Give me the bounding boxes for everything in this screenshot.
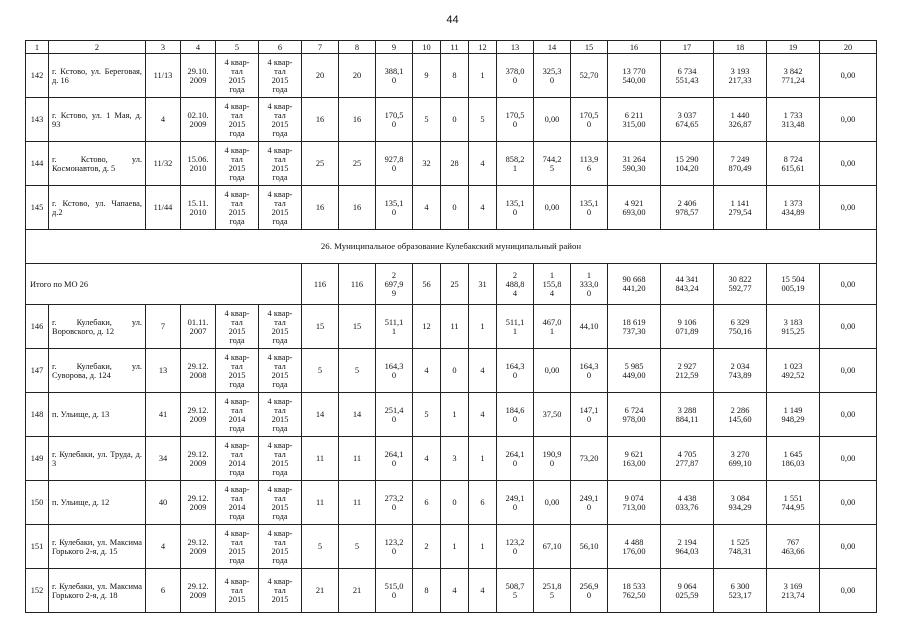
data-cell: 9 bbox=[413, 54, 441, 98]
total-cell: 1 333,0 0 bbox=[571, 264, 608, 305]
data-cell: 4 квар- тал 2015 года bbox=[216, 54, 259, 98]
total-cell: 30 822 592,77 bbox=[714, 264, 767, 305]
data-cell: 4 bbox=[469, 393, 497, 437]
data-cell: 2 bbox=[413, 525, 441, 569]
data-cell: 858,2 1 bbox=[497, 142, 534, 186]
data-cell: 56,10 bbox=[571, 525, 608, 569]
data-cell: 2 286 145,60 bbox=[714, 393, 767, 437]
total-cell: 1 155,8 4 bbox=[534, 264, 571, 305]
data-cell: 15 290 104,20 bbox=[661, 142, 714, 186]
data-cell: 4 квар- тал 2015 года bbox=[259, 305, 302, 349]
data-cell: 6 724 978,00 bbox=[608, 393, 661, 437]
table-row bbox=[26, 349, 877, 393]
data-cell: 11 bbox=[339, 481, 376, 525]
data-cell: 25 bbox=[302, 142, 339, 186]
data-cell: 11 bbox=[302, 437, 339, 481]
total-label: Итого по МО 26 bbox=[26, 264, 302, 305]
data-cell: 4 bbox=[413, 349, 441, 393]
column-header: 7 bbox=[302, 41, 339, 54]
row-number: 145 bbox=[26, 186, 49, 230]
data-cell: 0,00 bbox=[534, 481, 571, 525]
data-cell: 325,3 0 bbox=[534, 54, 571, 98]
data-cell: 0,00 bbox=[820, 349, 877, 393]
data-cell: 4 квар- тал 2015 года bbox=[259, 349, 302, 393]
data-cell: 0 bbox=[441, 98, 469, 142]
data-cell: 2 406 978,57 bbox=[661, 186, 714, 230]
data-cell: 4 квар- тал 2015 года bbox=[259, 54, 302, 98]
data-cell: 41 bbox=[146, 393, 181, 437]
table-row bbox=[26, 98, 877, 142]
column-header: 14 bbox=[534, 41, 571, 54]
column-header: 13 bbox=[497, 41, 534, 54]
column-header: 20 bbox=[820, 41, 877, 54]
data-cell: 2 034 743,89 bbox=[714, 349, 767, 393]
data-cell: 5 985 449,00 bbox=[608, 349, 661, 393]
data-cell: 4 bbox=[441, 569, 469, 613]
data-cell: 4 квар- тал 2015 года bbox=[259, 525, 302, 569]
data-cell: 25 bbox=[339, 142, 376, 186]
data-cell: 511,1 1 bbox=[376, 305, 413, 349]
column-header: 17 bbox=[661, 41, 714, 54]
data-cell: 744,2 5 bbox=[534, 142, 571, 186]
address-cell: г. Кулебаки, ул. Максима Горького 2-я, д. 15 bbox=[49, 525, 146, 569]
column-header: 10 bbox=[413, 41, 441, 54]
data-cell: 264,1 0 bbox=[497, 437, 534, 481]
data-cell: 0,00 bbox=[820, 98, 877, 142]
data-cell: 5 bbox=[339, 349, 376, 393]
data-cell: 508,7 5 bbox=[497, 569, 534, 613]
data-cell: 0 bbox=[441, 481, 469, 525]
data-cell: 29.12. 2009 bbox=[181, 481, 216, 525]
data-cell: 52,70 bbox=[571, 54, 608, 98]
data-cell: 18 619 737,30 bbox=[608, 305, 661, 349]
total-cell: 2 488,8 4 bbox=[497, 264, 534, 305]
data-cell: 4 квар- тал 2015 года bbox=[259, 393, 302, 437]
data-cell: 20 bbox=[302, 54, 339, 98]
row-number: 150 bbox=[26, 481, 49, 525]
data-cell: 11 bbox=[339, 437, 376, 481]
data-cell: 31 264 590,30 bbox=[608, 142, 661, 186]
data-cell: 3 193 217,33 bbox=[714, 54, 767, 98]
data-cell: 29.12. 2009 bbox=[181, 437, 216, 481]
data-cell: 2 927 212,59 bbox=[661, 349, 714, 393]
total-cell: 116 bbox=[339, 264, 376, 305]
data-cell: 1 bbox=[441, 393, 469, 437]
row-number: 146 bbox=[26, 305, 49, 349]
row-number: 148 bbox=[26, 393, 49, 437]
data-cell: 15 bbox=[302, 305, 339, 349]
data-cell: 1 023 492,52 bbox=[767, 349, 820, 393]
data-cell: 14 bbox=[339, 393, 376, 437]
column-header: 16 bbox=[608, 41, 661, 54]
table-row bbox=[26, 481, 877, 525]
data-cell: 1 525 748,31 bbox=[714, 525, 767, 569]
data-cell: 3 183 915,25 bbox=[767, 305, 820, 349]
column-header: 19 bbox=[767, 41, 820, 54]
data-cell: 1 bbox=[469, 525, 497, 569]
data-cell: 184,6 0 bbox=[497, 393, 534, 437]
data-cell: 251,4 0 bbox=[376, 393, 413, 437]
data-cell: 4 438 033,76 bbox=[661, 481, 714, 525]
data-cell: 0,00 bbox=[820, 305, 877, 349]
data-cell: 251,8 5 bbox=[534, 569, 571, 613]
data-cell: 5 bbox=[302, 525, 339, 569]
data-cell: 135,1 0 bbox=[571, 186, 608, 230]
data-cell: 249,1 0 bbox=[571, 481, 608, 525]
data-cell: 4 квар- тал 2015 года bbox=[259, 186, 302, 230]
data-cell: 1 bbox=[469, 54, 497, 98]
region-row bbox=[26, 230, 877, 264]
data-cell: 0,00 bbox=[820, 54, 877, 98]
total-cell: 15 504 005,19 bbox=[767, 264, 820, 305]
data-cell: 1 bbox=[469, 305, 497, 349]
data-cell: 123,2 0 bbox=[376, 525, 413, 569]
data-cell: 40 bbox=[146, 481, 181, 525]
data-cell: 67,10 bbox=[534, 525, 571, 569]
data-cell: 249,1 0 bbox=[497, 481, 534, 525]
data-cell: 5 bbox=[413, 393, 441, 437]
row-number: 147 bbox=[26, 349, 49, 393]
data-cell: 147,1 0 bbox=[571, 393, 608, 437]
total-cell: 2 697,9 9 bbox=[376, 264, 413, 305]
data-cell: 4 квар- тал 2015 года bbox=[216, 349, 259, 393]
data-cell: 4 квар- тал 2014 года bbox=[216, 481, 259, 525]
data-cell: 4 квар- тал 2015 года bbox=[216, 525, 259, 569]
table-row bbox=[26, 393, 877, 437]
data-cell: 4 квар- тал 2015 года bbox=[259, 437, 302, 481]
data-cell: 3 bbox=[441, 437, 469, 481]
header-row bbox=[26, 41, 877, 54]
data-cell: 34 bbox=[146, 437, 181, 481]
data-cell: 4 квар- тал 2015 года bbox=[216, 186, 259, 230]
data-cell: 0,00 bbox=[820, 525, 877, 569]
data-cell: 21 bbox=[302, 569, 339, 613]
column-header: 18 bbox=[714, 41, 767, 54]
data-cell: 1 373 434,89 bbox=[767, 186, 820, 230]
address-cell: п. Ульище, д. 12 bbox=[49, 481, 146, 525]
data-cell: 1 551 744,95 bbox=[767, 481, 820, 525]
data-cell: 4 квар- тал 2015 bbox=[216, 569, 259, 613]
table-row bbox=[26, 305, 877, 349]
data-cell: 8 bbox=[413, 569, 441, 613]
address-cell: п. Ульище, д. 13 bbox=[49, 393, 146, 437]
data-cell: 256,9 0 bbox=[571, 569, 608, 613]
data-cell: 14 bbox=[302, 393, 339, 437]
data-cell: 0,00 bbox=[534, 98, 571, 142]
data-cell: 7 bbox=[146, 305, 181, 349]
data-cell: 4 квар- тал 2015 года bbox=[216, 98, 259, 142]
data-cell: 0,00 bbox=[820, 186, 877, 230]
column-header: 6 bbox=[259, 41, 302, 54]
data-cell: 4 квар- тал 2015 года bbox=[216, 305, 259, 349]
data-cell: 0,00 bbox=[820, 437, 877, 481]
data-cell: 164,3 0 bbox=[571, 349, 608, 393]
data-cell: 190,9 0 bbox=[534, 437, 571, 481]
data-cell: 135,1 0 bbox=[376, 186, 413, 230]
data-cell: 927,8 0 bbox=[376, 142, 413, 186]
data-cell: 32 bbox=[413, 142, 441, 186]
data-cell: 01.11. 2007 bbox=[181, 305, 216, 349]
data-cell: 0,00 bbox=[534, 349, 571, 393]
data-cell: 73,20 bbox=[571, 437, 608, 481]
row-number: 144 bbox=[26, 142, 49, 186]
data-cell: 4 квар- тал 2015 года bbox=[259, 481, 302, 525]
data-cell: 18 533 762,50 bbox=[608, 569, 661, 613]
data-cell: 6 329 750,16 bbox=[714, 305, 767, 349]
region-title: 26. Муниципальное образование Кулебакский муниципальный район bbox=[26, 230, 877, 264]
data-cell: 0,00 bbox=[534, 186, 571, 230]
column-header: 1 bbox=[26, 41, 49, 54]
data-cell: 170,5 0 bbox=[497, 98, 534, 142]
data-cell: 7 249 870,49 bbox=[714, 142, 767, 186]
data-cell: 4 bbox=[413, 186, 441, 230]
data-cell: 29.12. 2008 bbox=[181, 349, 216, 393]
data-cell: 29.12. 2009 bbox=[181, 525, 216, 569]
data-cell: 4 квар- тал 2015 года bbox=[216, 142, 259, 186]
data-cell: 16 bbox=[302, 186, 339, 230]
data-cell: 6 bbox=[413, 481, 441, 525]
data-cell: 6 bbox=[146, 569, 181, 613]
data-cell: 1 bbox=[469, 437, 497, 481]
row-number: 151 bbox=[26, 525, 49, 569]
total-cell: 0,00 bbox=[820, 264, 877, 305]
data-cell: 164,3 0 bbox=[497, 349, 534, 393]
data-cell: 6 300 523,17 bbox=[714, 569, 767, 613]
data-cell: 11 bbox=[302, 481, 339, 525]
data-cell: 164,3 0 bbox=[376, 349, 413, 393]
row-number: 143 bbox=[26, 98, 49, 142]
data-cell: 4 квар- тал 2014 года bbox=[216, 437, 259, 481]
data-cell: 20 bbox=[339, 54, 376, 98]
data-cell: 6 bbox=[469, 481, 497, 525]
address-cell: г. Кулебаки, ул. Воровского, д. 12 bbox=[49, 305, 146, 349]
data-cell: 4 bbox=[469, 349, 497, 393]
data-cell: 4 bbox=[469, 142, 497, 186]
data-cell: 123,2 0 bbox=[497, 525, 534, 569]
data-cell: 4 bbox=[469, 186, 497, 230]
data-cell: 170,5 0 bbox=[571, 98, 608, 142]
data-cell: 8 724 615,61 bbox=[767, 142, 820, 186]
data-cell: 0,00 bbox=[820, 142, 877, 186]
address-cell: г. Кулебаки, ул. Максима Горького 2-я, д. 18 bbox=[49, 569, 146, 613]
data-cell: 28 bbox=[441, 142, 469, 186]
total-cell: 31 bbox=[469, 264, 497, 305]
row-number: 149 bbox=[26, 437, 49, 481]
data-cell: 4 квар- тал 2015 года bbox=[259, 142, 302, 186]
address-cell: г. Кстово, ул. Береговая, д. 16 bbox=[49, 54, 146, 98]
column-header: 9 bbox=[376, 41, 413, 54]
data-cell: 9 074 713,00 bbox=[608, 481, 661, 525]
data-cell: 15.06. 2010 bbox=[181, 142, 216, 186]
data-cell: 29.10. 2009 bbox=[181, 54, 216, 98]
data-cell: 5 bbox=[302, 349, 339, 393]
column-header: 4 bbox=[181, 41, 216, 54]
data-cell: 4 квар- тал 2015 bbox=[259, 569, 302, 613]
data-cell: 113,9 6 bbox=[571, 142, 608, 186]
data-cell: 12 bbox=[413, 305, 441, 349]
housing-table bbox=[25, 40, 877, 613]
page-number: 44 bbox=[446, 14, 459, 26]
data-cell: 4 705 277,87 bbox=[661, 437, 714, 481]
data-cell: 4 bbox=[146, 98, 181, 142]
data-cell: 2 194 964,03 bbox=[661, 525, 714, 569]
data-cell: 5 bbox=[469, 98, 497, 142]
data-cell: 135,1 0 bbox=[497, 186, 534, 230]
data-cell: 13 bbox=[146, 349, 181, 393]
column-header: 12 bbox=[469, 41, 497, 54]
data-cell: 5 bbox=[413, 98, 441, 142]
data-cell: 13 770 540,00 bbox=[608, 54, 661, 98]
data-cell: 11 bbox=[441, 305, 469, 349]
data-cell: 0,00 bbox=[820, 393, 877, 437]
data-cell: 378,0 0 bbox=[497, 54, 534, 98]
data-cell: 273,2 0 bbox=[376, 481, 413, 525]
table-row bbox=[26, 54, 877, 98]
table-row bbox=[26, 437, 877, 481]
table-row bbox=[26, 569, 877, 613]
data-cell: 467,0 1 bbox=[534, 305, 571, 349]
data-cell: 3 270 699,10 bbox=[714, 437, 767, 481]
data-cell: 4 bbox=[469, 569, 497, 613]
data-cell: 29.12. 2009 bbox=[181, 569, 216, 613]
total-cell: 56 bbox=[413, 264, 441, 305]
data-cell: 15 bbox=[339, 305, 376, 349]
data-cell: 511,1 1 bbox=[497, 305, 534, 349]
data-cell: 0,00 bbox=[820, 481, 877, 525]
data-cell: 9 064 025,59 bbox=[661, 569, 714, 613]
data-cell: 1 645 186,03 bbox=[767, 437, 820, 481]
data-cell: 3 037 674,65 bbox=[661, 98, 714, 142]
total-row bbox=[26, 264, 877, 305]
data-cell: 6 211 315,00 bbox=[608, 98, 661, 142]
data-cell: 1 141 279,54 bbox=[714, 186, 767, 230]
data-cell: 15.11. 2010 bbox=[181, 186, 216, 230]
data-cell: 1 733 313,48 bbox=[767, 98, 820, 142]
address-cell: г. Кстово, ул. Космонавтов, д. 5 bbox=[49, 142, 146, 186]
data-cell: 9 621 163,00 bbox=[608, 437, 661, 481]
address-cell: г. Кулебаки, ул. Труда, д. 3 bbox=[49, 437, 146, 481]
data-cell: 1 440 326,87 bbox=[714, 98, 767, 142]
column-header: 8 bbox=[339, 41, 376, 54]
data-cell: 0 bbox=[441, 186, 469, 230]
address-cell: г. Кулебаки, ул. Суворова, д. 124 bbox=[49, 349, 146, 393]
data-cell: 4 квар- тал 2014 года bbox=[216, 393, 259, 437]
data-cell: 9 106 071,89 bbox=[661, 305, 714, 349]
column-header: 15 bbox=[571, 41, 608, 54]
data-cell: 1 149 948,29 bbox=[767, 393, 820, 437]
table-row bbox=[26, 142, 877, 186]
data-cell: 3 842 771,24 bbox=[767, 54, 820, 98]
data-cell: 6 734 551,43 bbox=[661, 54, 714, 98]
row-number: 142 bbox=[26, 54, 49, 98]
data-cell: 11/13 bbox=[146, 54, 181, 98]
data-cell: 37,50 bbox=[534, 393, 571, 437]
data-cell: 16 bbox=[339, 186, 376, 230]
data-cell: 4 921 693,00 bbox=[608, 186, 661, 230]
data-cell: 515,0 0 bbox=[376, 569, 413, 613]
total-cell: 44 341 843,24 bbox=[661, 264, 714, 305]
data-cell: 4 bbox=[413, 437, 441, 481]
data-cell: 16 bbox=[302, 98, 339, 142]
data-cell: 0 bbox=[441, 349, 469, 393]
address-cell: г. Кстово, ул. 1 Мая, д. 93 bbox=[49, 98, 146, 142]
data-cell: 388,1 0 bbox=[376, 54, 413, 98]
column-header: 11 bbox=[441, 41, 469, 54]
data-cell: 767 463,66 bbox=[767, 525, 820, 569]
total-cell: 25 bbox=[441, 264, 469, 305]
data-cell: 29.12. 2009 bbox=[181, 393, 216, 437]
table-row bbox=[26, 525, 877, 569]
data-cell: 0,00 bbox=[820, 569, 877, 613]
total-cell: 116 bbox=[302, 264, 339, 305]
data-cell: 1 bbox=[441, 525, 469, 569]
column-header: 5 bbox=[216, 41, 259, 54]
data-cell: 4 квар- тал 2015 года bbox=[259, 98, 302, 142]
data-cell: 3 288 884,11 bbox=[661, 393, 714, 437]
table-row bbox=[26, 186, 877, 230]
data-cell: 11/44 bbox=[146, 186, 181, 230]
row-number: 152 bbox=[26, 569, 49, 613]
data-cell: 170,5 0 bbox=[376, 98, 413, 142]
data-cell: 21 bbox=[339, 569, 376, 613]
data-cell: 4 bbox=[146, 525, 181, 569]
column-header: 3 bbox=[146, 41, 181, 54]
address-cell: г. Кстово, ул. Чапаева, д.2 bbox=[49, 186, 146, 230]
data-cell: 4 488 176,00 bbox=[608, 525, 661, 569]
data-cell: 11/32 bbox=[146, 142, 181, 186]
data-cell: 264,1 0 bbox=[376, 437, 413, 481]
column-header: 2 bbox=[49, 41, 146, 54]
data-cell: 3 084 934,29 bbox=[714, 481, 767, 525]
total-cell: 90 668 441,20 bbox=[608, 264, 661, 305]
data-cell: 16 bbox=[339, 98, 376, 142]
data-cell: 5 bbox=[339, 525, 376, 569]
data-cell: 02.10. 2009 bbox=[181, 98, 216, 142]
data-cell: 44,10 bbox=[571, 305, 608, 349]
data-cell: 8 bbox=[441, 54, 469, 98]
data-cell: 3 169 213,74 bbox=[767, 569, 820, 613]
